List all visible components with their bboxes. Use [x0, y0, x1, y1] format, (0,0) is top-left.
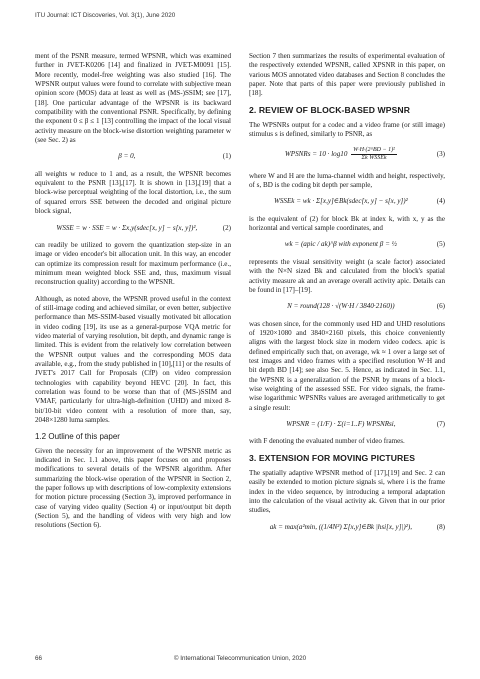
equation-4: WSSEk = wk · Σ[x,y]∈Bk(sdec[x, y] − s[x, y])² (4) — [273, 197, 445, 206]
left-column — [35, 52, 231, 538]
equation-2: WSSE = w · SSE = w · Σx,y(sdec[x, y] − s[x, y])², (2) — [56, 223, 231, 232]
section-heading: 3. EXTENSION FOR MOVING PICTURES — [249, 452, 416, 463]
paragraph: The WPSNRs output for a codec and a video frame (or still image) stimulus s is defined, similarly to PSNR, as — [249, 121, 445, 139]
equation-1: β = 0, (1) — [118, 152, 231, 161]
paragraph: is the equivalent of (2) for block Bk at index k, with x, y as the horizontal and vertical sample coordinates, and — [249, 214, 445, 233]
page-number: 66 — [35, 655, 43, 662]
equation-6: N = round(128 · √(W·H / 3840·2160)) (6) — [287, 302, 445, 311]
equation-8: ak = max(a²min, ((1/4N²) Σ[x,y]∈Bk |hsi[x, y]|)²), (8) — [269, 522, 445, 531]
paragraph: Given the necessity for an improvement of the WPSNR metric as indicated in Sec. 1.1 above, this paper focuses on and proposes modifications to several details of the WPSNR algorithm. After summarizing the block-wise operation of the WPSNR in Section 2, the paper follows up with descriptions of low-complexity extensions for motion picture processing (Section 3), improved performance in case of varying video quality (Section 4) or input/output bit depth (Section 5), and the handling of videos with very high and low resolutions (Section 6). — [35, 446, 231, 530]
running-header: ITU Journal: ICT Discoveries, Vol. 3(1), June 2020 — [35, 12, 176, 19]
section-heading: 2. REVIEW OF BLOCK-BASED WPSNR — [249, 104, 411, 115]
equation-5: wk = (apic / ak)^β with exponent β = ½ (5) — [284, 240, 445, 249]
paragraph: Section 7 then summarizes the results of experimental evaluation of the respectively extended WPSNR, called XPSNR in this paper, on various MOS annotated video databases and Section 8 concludes the paper. Note that parts of this paper were previously published in [18]. — [249, 52, 445, 98]
paragraph: Although, as noted above, the WPSNR proved useful in the context of still-image coding and achieved similar, or even better, subjective performance than MS-SSIM-based visually motivated bit allocation in video coding [19], its use as a general-purpose VQA metric for video material of varying resolution, bit depth, and dynamic range is limited. This is evident from the relatively low correlation between the WPSNR output values and the corresponding MOS data available, e.g., from the study published in [10],[11] or the results of JVET's 2017 Call for Proposals (CfP) on video compression technologies with capability beyond HEVC [20]. In fact, this correlation was found to be worse than that of (MS-)SSIM and VMAF, particularly for ultra-high-definition (UHD) and mixed 8-bit/10-bit video content with a resolution of more than, say, 2048×1280 luma samples. — [35, 294, 231, 425]
paragraph: can readily be utilized to govern the quantization step-size in an image or video encoder's bit allocation unit. In this way, an encoder can optimize its compression result for maximum performance (i.e., minimum mean weighted block SSE and, thus, maximum visual reconstruction quality) according to the WPSNR. — [35, 240, 231, 287]
paragraph: with F denoting the evaluated number of video frames. — [249, 437, 405, 446]
copyright-notice: © International Telecommunication Union, 2020 — [173, 655, 307, 662]
subsection-heading: 1.2 Outline of this paper — [35, 432, 120, 442]
right-column — [249, 52, 445, 540]
fraction: W·H·(2^BD − 1)² Σk WSSEk — [353, 146, 395, 161]
paragraph: ment of the PSNR measure, termed WPSNR, which was examined further in JVET-K0206 [14] and finalized in JVET-M0091 [15]. More recently, model-free weighting was also studied [16]. The WPSNR output values were found to correlate with subjective mean opinion score (MOS) data at least as well as (MS-)SSIM; see [17],[18]. One particular advantage of the WPSNR is its backward compatibility with the conventional PSNR. Specifically, by defining the exponent 0 ≤ β ≤ 1 [13] controlling the impact of the local visual activity measure on the block-wise distortion weighting parameter w (see Sec. 2) as — [35, 52, 231, 145]
paragraph: represents the visual sensitivity weight (a scale factor) associated with the N×N sized Bk and calculated from the block's spatial activity measure ak and an average overall activity apic. Details can be found in [17]–[19]. — [249, 257, 445, 294]
paragraph: where W and H are the luma-channel width and height, respectively, of s, BD is the coding bit depth per sample, — [249, 171, 445, 190]
paragraph: was chosen since, for the commonly used HD and UHD resolutions of 1920×1080 and 3840×2160 pixels, this choice conveniently aligns with the largest block size in modern video codecs. apic is defined empirically such that, on average, wk ≈ 1 over a large set of test images and video frames with a specified resolution W·H and bit depth BD [14]; see also Sec. 5. Hence, as indicated in Sec. 1.1, the WPSNR is a generalization of the PSNR by means of a block-wise weighting of the assessed SSE. For video signals, the frame-wise logarithmic WPSNRs values are averaged arithmetically to get a single result: — [249, 319, 445, 412]
equation-3: WPSNRs = 10 · log10 W·H·(2^BD − 1)² Σk WSSEk (3) — [284, 146, 445, 161]
equation-7: WPSNR = (1/F) · Σ(i=1..F) WPSNRsi, (7) — [286, 419, 445, 428]
paragraph: The spatially adaptive WPSNR method of [17],[19] and Sec. 2 can easily be extended to motion picture signals si, where i is the frame index in the video sequence, by introducing a temporal adaptation into the calculation of the visual activity ak. Given that in our prior studies, — [249, 469, 445, 515]
paragraph: all weights w reduce to 1 and, as a result, the WPSNR becomes equivalent to the PSNR [13],[17]. It is shown in [13],[19] that a block-wise perceptual weighting of the local distortion, i.e., the sum of squared errors SSE between the decoded and original picture block signal, — [35, 169, 231, 216]
